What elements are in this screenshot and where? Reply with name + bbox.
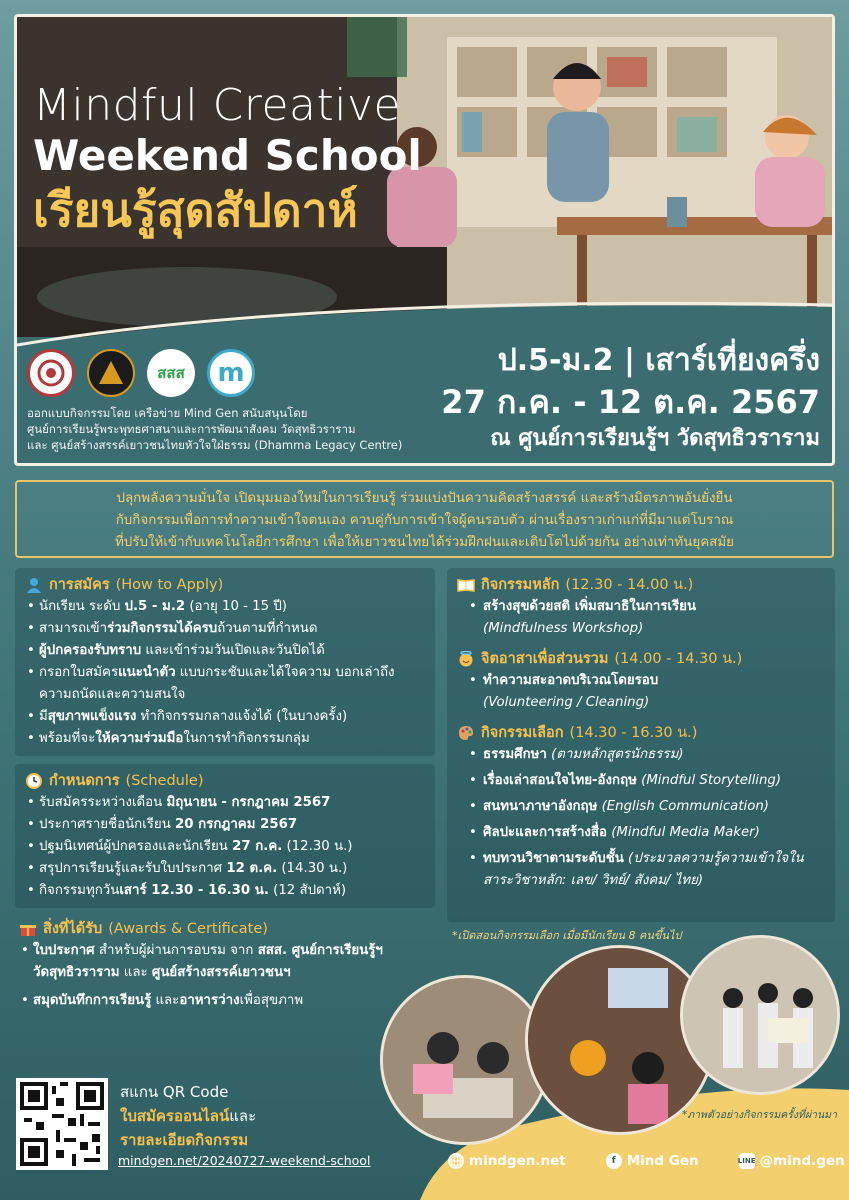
title-line-2: Weekend School — [33, 131, 422, 180]
website-link[interactable] — [448, 1153, 566, 1169]
organizer-line-1: ออกแบบกิจกรรมโดย เครือข่าย Mind Gen สนับสนุนโดย — [27, 406, 308, 420]
apply-heading — [25, 574, 425, 596]
intro-line-2: กับกิจกรรมเพื่อการทำความเข้าใจตนเอง ควบคู่กับการเข้าใจผู้คนรอบตัว ผ่านเรื่องราวเก่าแก่ที่มีมาแต่โบราณ — [115, 513, 734, 528]
intro-line-3: ที่ปรับให้เข้ากับเทคโนโลยีการศึกษา เพื่อให้เยาวชนไทยได้ร่วมฝึกฝนและเติบโตไปด้วยกัน อย่างเท่าทันยุคสมัย — [114, 535, 735, 550]
thaihealth-logo-text: สสส — [157, 364, 185, 382]
volunteer-time: (14.00 - 14.30 น.) — [614, 651, 743, 667]
list-item: • เรื่องเล่าสอนใจไทย-อังกฤษ (Mindful Storytelling) — [457, 770, 825, 792]
organizers — [27, 405, 447, 453]
line-chat-icon: LINE — [739, 1153, 755, 1169]
schedule-heading-text: กำหนดการ — [49, 773, 120, 789]
activity-photo-3 — [680, 935, 840, 1095]
list-item: • สนทนาภาษาอังกฤษ (English Communication) — [457, 796, 825, 818]
organizer-line-3: และ ศูนย์สร้างสรรค์เยาวชนไทยหัวใจใฝ่ธรรม (Dhamma Legacy Centre) — [27, 438, 403, 452]
gift-icon — [19, 920, 37, 938]
photo-note: *ภาพตัวอย่างกิจกรรมครั้งที่ผ่านมา — [681, 1109, 837, 1121]
elective-note: *เปิดสอนกิจกรรมเลือก เมื่อมีนักเรียน 8 คนขึ้นไป — [452, 929, 682, 942]
intro-line-1: ปลุกพลังความมั่นใจ เปิดมุมมองใหม่ในการเรียนรู้ ร่วมแบ่งปันความคิดสร้างสรรค์ และสร้างมิตรภาพอันยั่งยืน — [116, 491, 733, 506]
list-item: • ประกาศรายชื่อนักเรียน 20 กรกฎาคม 2567 — [25, 814, 425, 836]
facebook-text: Mind Gen — [626, 1153, 699, 1169]
organizer-line-2: ศูนย์การเรียนรู้พระพุทธศาสนาและการพัฒนาสังคม วัดสุทธิวราราม — [27, 422, 356, 436]
palette-icon — [457, 724, 475, 742]
hero-frame — [14, 14, 835, 466]
person-icon — [25, 576, 43, 594]
elective-time: (14.30 - 16.30 น.) — [569, 725, 698, 741]
awards-heading-text: สิ่งที่ได้รับ — [43, 921, 103, 937]
thaihealth-logo-icon — [147, 349, 195, 397]
volunteer-heading-text: จิตอาสาเพื่อส่วนรวม — [481, 651, 609, 667]
awards-heading-en: (Awards & Certificate) — [108, 921, 268, 937]
event-venue: ณ ศูนย์การเรียนรู้ฯ วัดสุทธิวราราม — [490, 426, 820, 451]
main-activity-time: (12.30 - 14.00 น.) — [565, 577, 694, 593]
title-line-1: Mindful Creative — [33, 80, 402, 131]
awards-heading — [19, 918, 391, 940]
awards-list — [19, 940, 391, 1012]
mindgen-logo-text: m — [217, 358, 245, 388]
event-info — [441, 341, 820, 455]
qr-line-1: สแกน QR Code — [120, 1083, 229, 1101]
qr-line-2b: และ — [229, 1107, 257, 1125]
dhamma-legacy-logo-icon — [87, 349, 135, 397]
awards-section — [15, 916, 395, 1014]
list-item: • ใบประกาศ สำหรับผู้ผ่านการอบรม จาก สสส. ศูนย์การเรียนรู้ฯ วัดสุทธิวราราม และ ศูนย์สร้างสรรค์เยาวชนฯ — [19, 940, 391, 984]
volunteer-heading — [457, 648, 825, 670]
list-item: • สร้างสุขด้วยสติ เพิ่มสมาธิในการเรียน (Mindfulness Workshop) — [457, 596, 825, 640]
social-links — [448, 1153, 845, 1169]
list-item: • รับสมัครระหว่างเดือน มิถุนายน - กรกฎาคม 2567 — [25, 792, 425, 814]
schedule-heading-en: (Schedule) — [125, 773, 204, 789]
facebook-icon: f — [606, 1153, 622, 1169]
elective-list — [457, 744, 825, 892]
volunteer-list — [457, 670, 825, 714]
list-item: • สรุปการเรียนรู้และรับใบประกาศ 12 ต.ค. (14.30 น.) — [25, 858, 425, 880]
qr-instructions — [120, 1080, 256, 1152]
title-line-3: เรียนรู้สุดสัปดาห์ — [33, 183, 358, 237]
elective-heading — [457, 722, 825, 744]
partner-logos — [27, 349, 255, 397]
apply-section — [15, 568, 435, 756]
line-link[interactable] — [739, 1153, 845, 1169]
qr-line-3: รายละเอียดกิจกรรม — [120, 1131, 249, 1149]
mindgen-logo-icon — [207, 349, 255, 397]
ministry-seal-icon — [27, 349, 75, 397]
list-item: • กิจกรรมทุกวันเสาร์ 12.30 - 16.30 น. (12 สัปดาห์) — [25, 880, 425, 902]
halo-smile-icon — [457, 650, 475, 668]
line-text: @mind.gen — [759, 1153, 845, 1169]
list-item: • ผู้ปกครองรับทราบ และเข้าร่วมวันเปิดและวันปิดได้ — [25, 640, 425, 662]
list-item: • นักเรียน ระดับ ป.5 - ม.2 (อายุ 10 - 15 ปี) — [25, 596, 425, 618]
list-item: • ศิลปะและการสร้างสื่อ (Mindful Media Maker) — [457, 822, 825, 844]
list-item: • ปฐมนิเทศน์ผู้ปกครองและนักเรียน 27 ก.ค. (12.30 น.) — [25, 836, 425, 858]
qr-line-2a: ใบสมัครออนไลน์ — [120, 1107, 230, 1125]
event-dates: 27 ก.ค. - 12 ต.ค. 2567 — [441, 383, 820, 421]
list-item: • สามารถเข้าร่วมกิจกรรมได้ครบถ้วนตามที่กำหนด — [25, 618, 425, 640]
main-activity-list — [457, 596, 825, 640]
elective-heading-text: กิจกรรมเลือก — [481, 725, 564, 741]
apply-heading-en: (How to Apply) — [115, 577, 224, 593]
qr-code-icon — [20, 1082, 104, 1166]
schedule-heading — [25, 770, 425, 792]
event-grade-time: ป.5-ม.2 | เสาร์เที่ยงครึ่ง — [497, 343, 820, 378]
apply-list — [25, 596, 425, 750]
globe-icon — [448, 1153, 464, 1169]
main-activity-heading — [457, 574, 825, 596]
apply-heading-text: การสมัคร — [49, 577, 110, 593]
list-item: • ธรรมศึกษา (ตามหลักสูตรนักธรรม) — [457, 744, 825, 766]
main-activity-heading-text: กิจกรรมหลัก — [481, 577, 560, 593]
list-item: • ทบทวนวิชาตามระดับชั้น (ประมวลความรู้ความเข้าใจในสาระวิชาหลัก: เลข/ วิทย์/ สังคม/ ไทย) — [457, 848, 825, 892]
qr-code[interactable] — [16, 1078, 108, 1170]
intro-box — [15, 480, 834, 558]
photo-collage — [380, 935, 840, 1135]
hero-title — [33, 81, 463, 239]
list-item: • ทำความสะอาดบริเวณโดยรอบ (Volunteering / Cleaning) — [457, 670, 825, 714]
activity-photo-1 — [380, 975, 550, 1145]
list-item: • พร้อมที่จะให้ความร่วมมือในการทำกิจกรรมกลุ่ม — [25, 728, 425, 750]
clock-icon — [25, 772, 43, 790]
schedule-list — [25, 792, 425, 902]
schedule-section — [15, 764, 435, 908]
facebook-link[interactable] — [606, 1153, 699, 1169]
left-column — [15, 568, 435, 1014]
book-icon — [457, 576, 475, 594]
list-item: • กรอกใบสมัครแนะนำตัว แบบกระชับและได้ใจความ บอกเล่าถึงความถนัดและความสนใจ — [25, 662, 425, 706]
list-item: • มีสุขภาพแข็งแรง ทำกิจกรรมกลางแจ้งได้ (ในบางครั้ง) — [25, 706, 425, 728]
registration-link[interactable]: mindgen.net/20240727-weekend-school — [118, 1153, 371, 1168]
list-item: • สมุดบันทึกการเรียนรู้ และอาหารว่างเพื่อสุขภาพ — [19, 990, 391, 1012]
website-text: mindgen.net — [469, 1153, 566, 1169]
activities-panel — [447, 568, 835, 922]
